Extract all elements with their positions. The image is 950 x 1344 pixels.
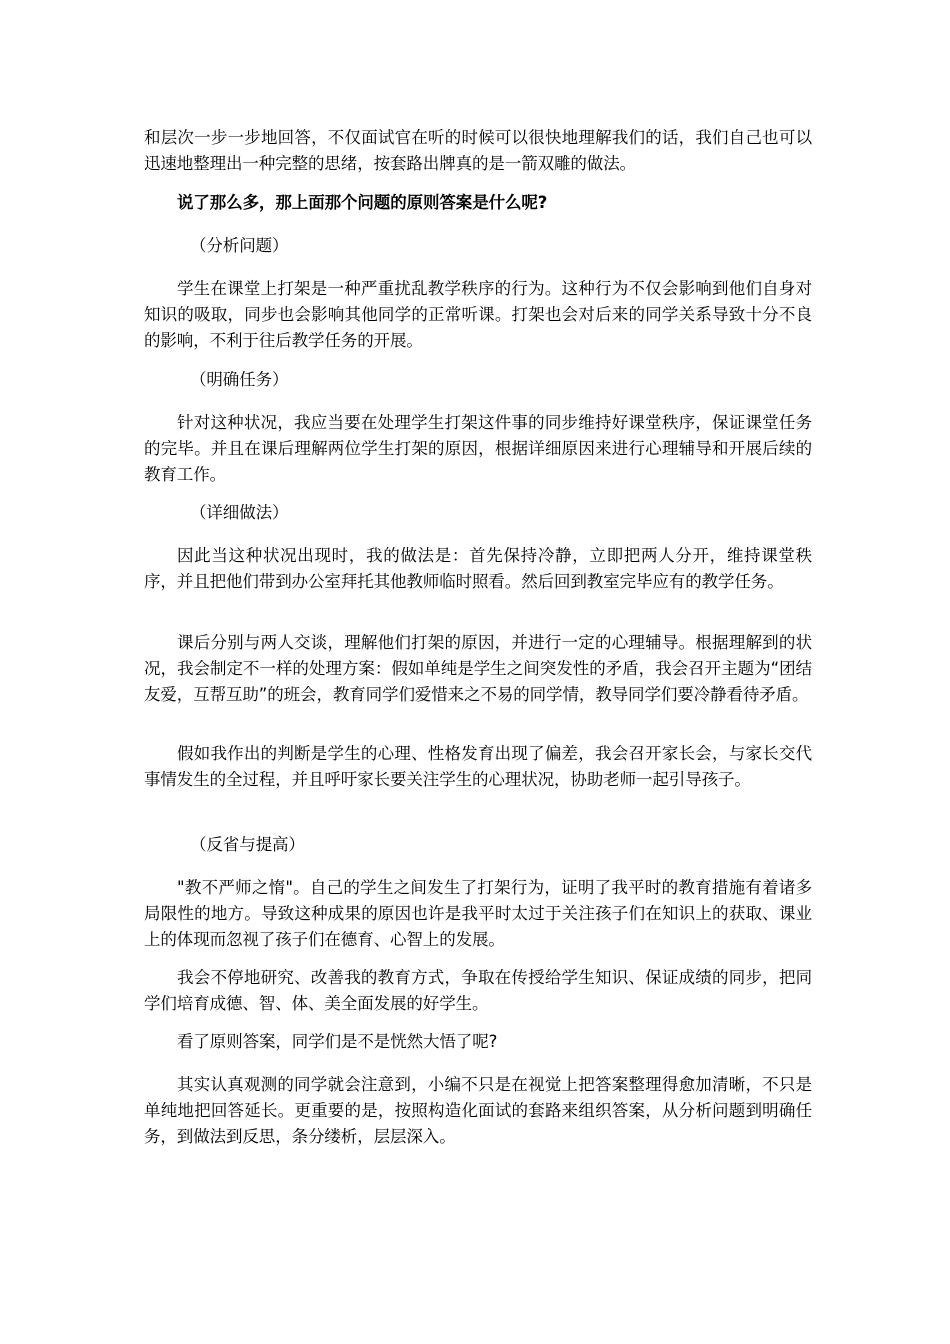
paragraph-reflection-2: 我会不停地研究、改善我的教育方式，争取在传授给学生知识、保证成绩的同步，把同学们培育成德、智、体、美全面发展的好学生。 bbox=[144, 968, 812, 1013]
subheading-task: （明确任务） bbox=[190, 370, 289, 389]
paragraph-analysis: 学生在课堂上打架是一种严重扰乱教学秩序的行为。这种行为不仅会影响到他们自身对知识的吸取，同步也会影响其他同学的正常听课。打架也会对后来的同学关系导致十分不良的影响，不利于往后教学任务的开展。 bbox=[144, 279, 812, 350]
subheading-analysis: （分析问题） bbox=[190, 236, 289, 255]
section-question-heading: 说了那么多，那上面那个问题的原则答案是什么呢? bbox=[177, 193, 548, 212]
paragraph-reflection-1: "教不严师之惰"。自己的学生之间发生了打架行为，证明了我平时的教育措施有着诸多局限性的地方。导致这种成果的原因也许是我平时太过于关注孩子们在知识上的获取、课业上的体现而忽视了孩子们在德育、心智上的发展。 bbox=[144, 878, 812, 949]
paragraph-method-2: 课后分别与两人交谈，理解他们打架的原因，并进行一定的心理辅导。根据理解到的状况，我会制定不一样的处理方案：假如单纯是学生之间突发性的矛盾，我会召开主题为“团结友爱，互帮互助”的班会，教育同学们爱惜来之不易的同学情，教导同学们要冷静看待矛盾。 bbox=[144, 633, 812, 704]
paragraph-method-3: 假如我作出的判断是学生的心理、性格发育出现了偏差，我会召开家长会，与家长交代事情发生的全过程，并且呼吁家长要关注学生的心理状况，协助老师一起引导孩子。 bbox=[144, 744, 812, 789]
paragraph-question: 看了原则答案，同学们是不是恍然大悟了呢? bbox=[177, 1032, 498, 1051]
paragraph-intro-continuation: 和层次一步一步地回答，不仅面试官在听的时候可以很快地理解我们的话，我们自己也可以迅速地整理出一种完整的思绪，按套路出牌真的是一箭双雕的做法。 bbox=[144, 128, 812, 173]
subheading-reflection: （反省与提高） bbox=[190, 835, 305, 854]
subheading-method: （详细做法） bbox=[190, 503, 289, 522]
paragraph-method-1: 因此当这种状况出现时，我的做法是：首先保持冷静，立即把两人分开，维持课堂秩序，并且把他们带到办公室拜托其他教师临时照看。然后回到教室完毕应有的教学任务。 bbox=[144, 546, 812, 591]
paragraph-conclusion: 其实认真观测的同学就会注意到，小编不只是在视觉上把答案整理得愈加清晰，不只是单纯地把回答延长。更重要的是，按照构造化面试的套路来组织答案，从分析问题到明确任务，到做法到反思，条分缕析，层层深入。 bbox=[144, 1075, 812, 1146]
paragraph-task: 针对这种状况，我应当要在处理学生打架这件事的同步维持好课堂秩序，保证课堂任务的完毕。并且在课后理解两位学生打架的原因，根据详细原因来进行心理辅导和开展后续的教育工作。 bbox=[144, 413, 812, 484]
